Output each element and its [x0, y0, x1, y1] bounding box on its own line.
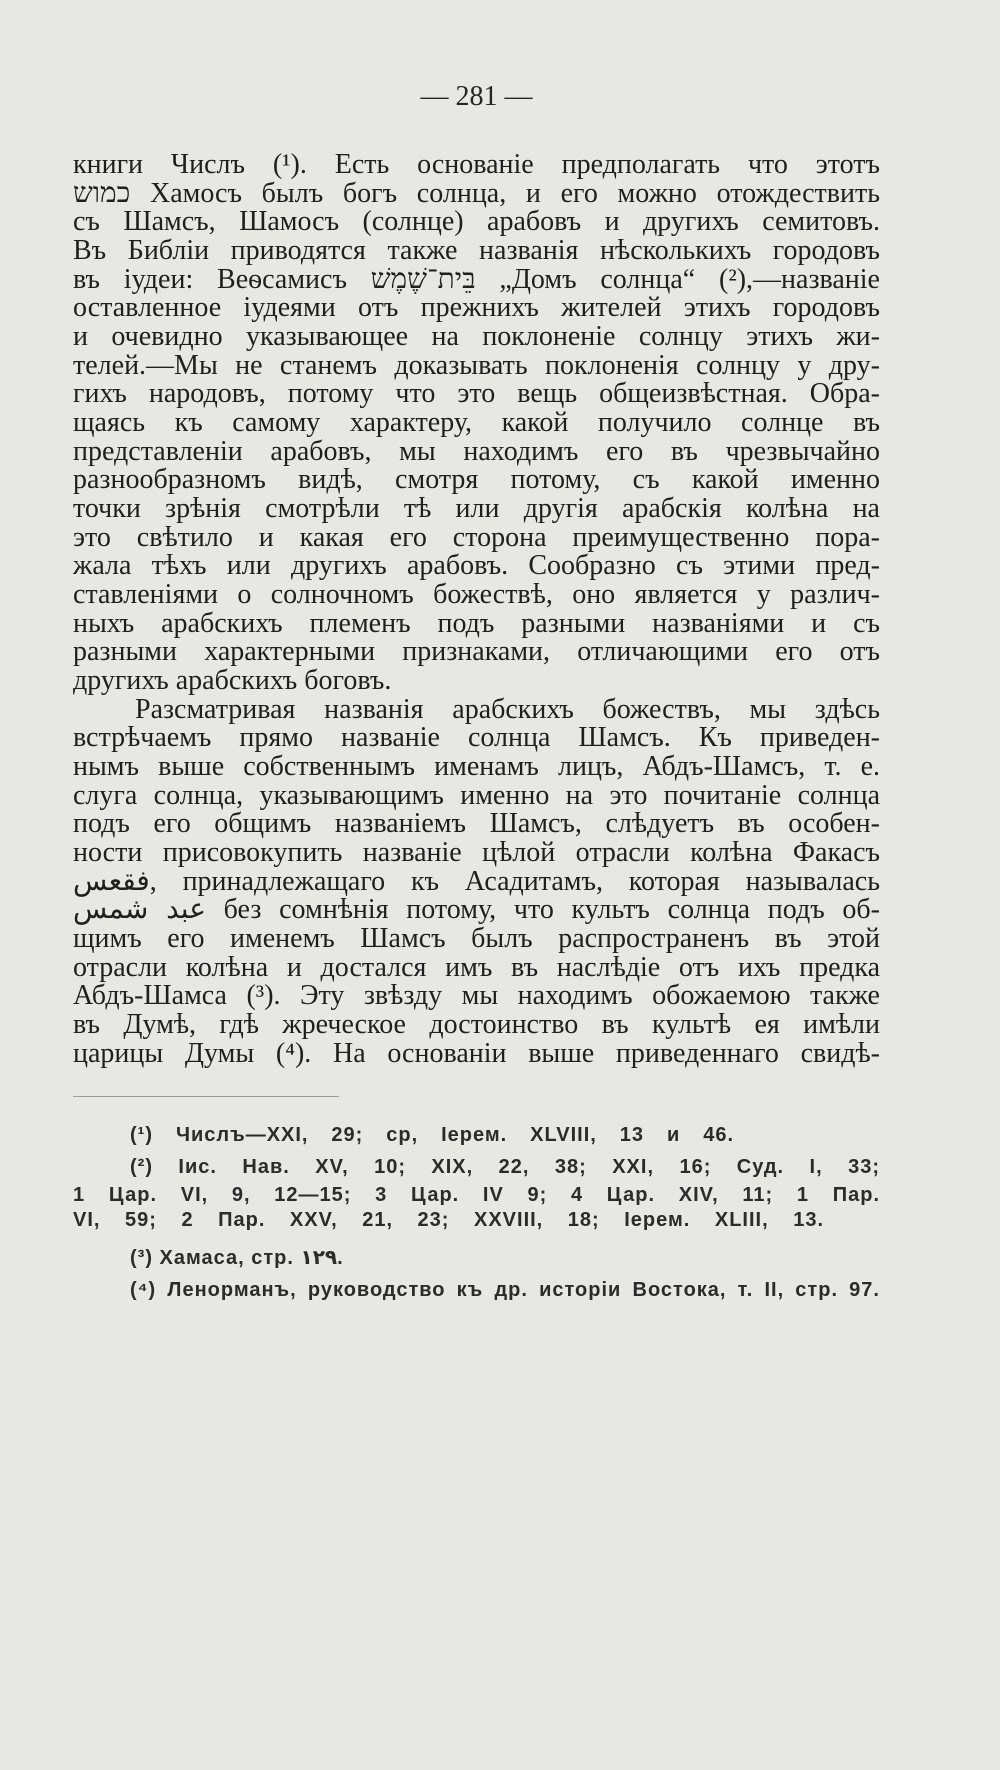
text-line: ставленіями о солночномъ божествѣ, оно является у различ-: [73, 579, 880, 611]
text-line: нымъ выше собственнымъ именамъ лицъ, Абдъ-Шамсъ, т. е.: [73, 751, 880, 783]
text-line: слуга солнца, указывающимъ именно на это почитаніе солнца: [73, 779, 880, 811]
text-line: оставленное іудеями отъ прежнихъ жителей этихъ городовъ: [73, 292, 880, 324]
footnote-line: Ленорманъ, руководство къ др. исторіи Востока, т. II, стр. 97.: [167, 1279, 880, 1301]
footnote-2: [130, 1153, 880, 1181]
footnote-rule: [73, 1096, 339, 1097]
text-line: щаясь къ самому характеру, какой получило солнце въ: [73, 407, 880, 439]
footnote-line: Хамаса, стр. ١٢٩.: [159, 1247, 343, 1269]
text-line: въ іудеи: Веѳсамисъ בֵּית־שֶׁמֶשׁ „Домъ солнца“ (²),—названіе: [73, 263, 880, 295]
text-line: כמוש Хамосъ былъ богъ солнца, и его можно отождествить: [73, 177, 880, 209]
text-line: другихъ арабскихъ боговъ.: [73, 665, 392, 697]
page-number: — 281 —: [420, 81, 533, 112]
paragraph: [73, 151, 880, 696]
text-line: это свѣтило и какая его сторона преимущественно пора-: [73, 521, 880, 553]
footnote-line: VI, 59; 2 Пар. XXV, 21, 23; XXVIII, 18; Іерем. XLIII, 13.: [73, 1209, 824, 1231]
text-line: точки зрѣнія смотрѣли тѣ или другія арабскія колѣна на: [73, 493, 880, 525]
text-line: ности присовокупить названіе цѣлой отрасли колѣна Факасъ: [73, 837, 880, 869]
text-line: гихъ народовъ, потому что это вещь общеизвѣстная. Обра-: [73, 378, 880, 410]
text-line: книги Числъ (¹). Есть основаніе предполагать что этотъ: [73, 149, 880, 180]
text-line: Въ Библіи приводятся также названія нѣсколькихъ городовъ: [73, 235, 880, 267]
text-line: Абдъ-Шамса (³). Эту звѣзду мы находимъ обожаемою также: [73, 980, 880, 1012]
footnote-4: [130, 1276, 880, 1304]
text-line: представленіи арабовъ, мы находимъ его въ чрезвычайно: [73, 435, 880, 467]
paragraph: [73, 693, 881, 1069]
footnote-1: [130, 1121, 734, 1149]
footnote-marker: (¹): [130, 1124, 153, 1146]
text-line: عبد شمس без сомнѣнія потому, что культъ солнца подъ об-: [73, 894, 881, 926]
text-line: разнообразномъ видѣ, смотря потому, съ какой именно: [73, 464, 880, 496]
text-line: Разсматривая названія арабскихъ божествъ, мы здѣсь: [135, 693, 880, 725]
footnote-line: 1 Цар. VI, 9, 12—15; 3 Цар. IV 9; 4 Цар. XIV, 11; 1 Пар.: [73, 1184, 880, 1206]
text-line: съ Шамсъ, Шамосъ (солнце) арабовъ и другихъ семитовъ.: [73, 206, 880, 238]
text-line: فقعس, принадлежащаго къ Асадитамъ, которая называлась: [73, 865, 880, 897]
text-line: щимъ его именемъ Шамсъ былъ распространенъ въ этой: [73, 923, 880, 955]
text-line: встрѣчаемъ прямо названіе солнца Шамсъ. Къ приведен-: [73, 722, 880, 754]
text-line: ныхъ арабскихъ племенъ подъ разными названіями и съ: [73, 607, 880, 639]
body-text: [73, 151, 880, 1069]
text-line: телей.—Мы не станемъ доказывать поклоненія солнцу у дру-: [73, 349, 880, 381]
footnote-marker: (³): [130, 1247, 153, 1269]
text-line: отрасли колѣна и достался имъ въ наслѣдіе отъ ихъ предка: [73, 951, 880, 983]
text-line: и очевидно указывающее на поклоненіе солнцу этихъ жи-: [73, 321, 880, 353]
footnote-line: Іис. Нав. XV, 10; XIX, 22, 38; XXI, 16; Суд. I, 33;: [178, 1156, 880, 1178]
footnote-3: [130, 1244, 530, 1272]
text-line: разными характерными признаками, отличающими его отъ: [73, 636, 880, 668]
text-line: въ Думѣ, гдѣ жреческое достоинство въ культѣ ея имѣли: [73, 1009, 880, 1041]
footnote-marker: (²): [130, 1156, 153, 1178]
footnote-line: Числъ—XXI, 29; ср, Іерем. XLVIII, 13 и 46.: [175, 1124, 734, 1146]
text-line: царицы Думы (⁴). На основаніи выше приведеннаго свидѣ-: [73, 1037, 880, 1069]
text-line: подъ его общимъ названіемъ Шамсъ, слѣдуетъ въ особен-: [73, 808, 880, 840]
text-line: жала тѣхъ или другихъ арабовъ. Сообразно съ этими пред-: [73, 550, 880, 582]
footnote-marker: (⁴): [130, 1279, 157, 1301]
